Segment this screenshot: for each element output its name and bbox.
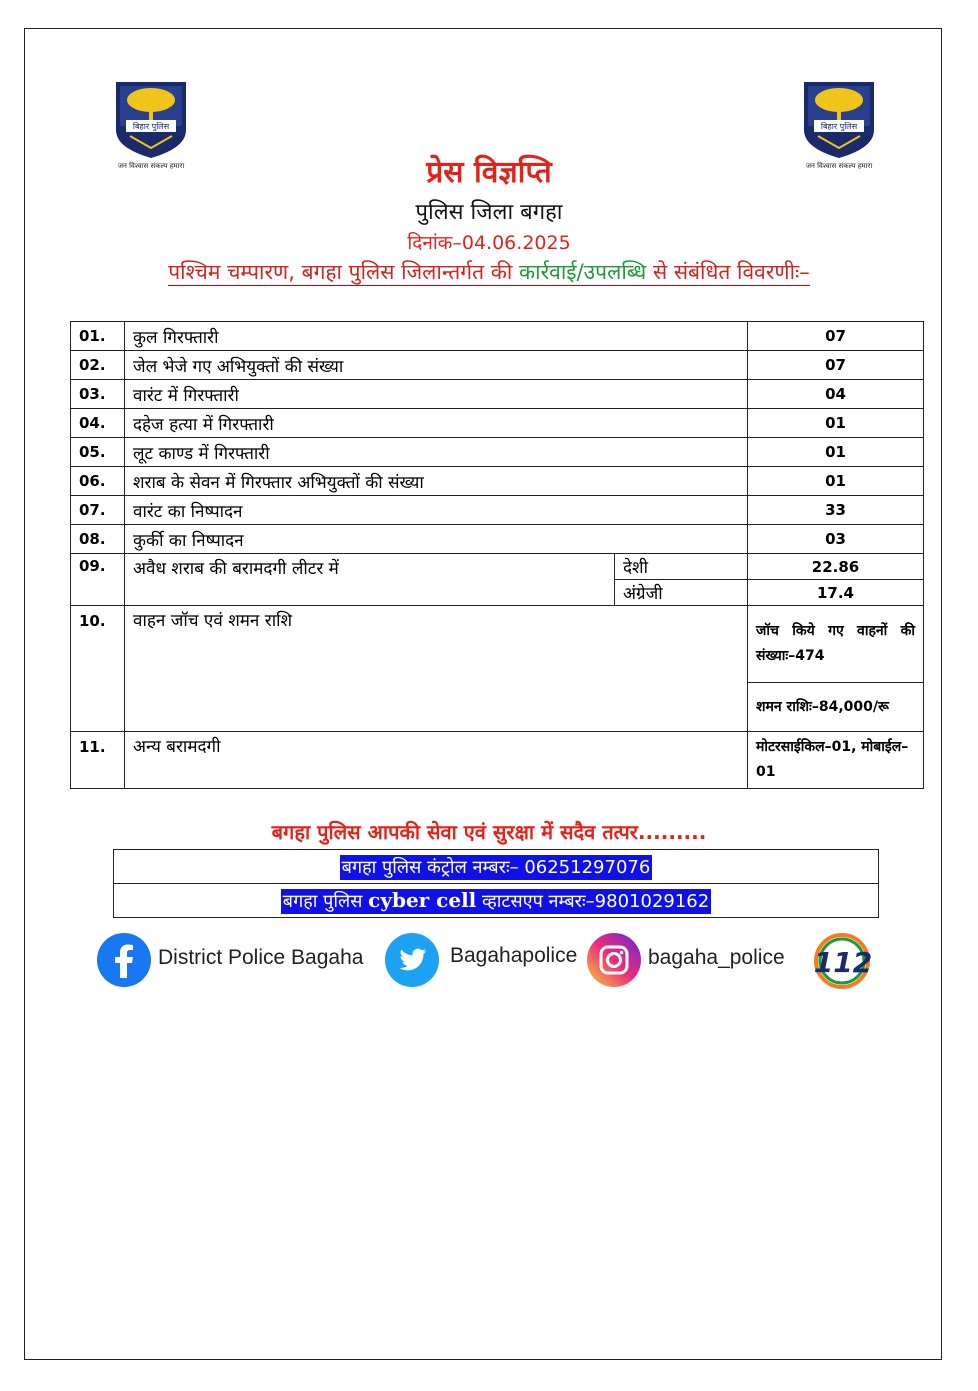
facebook-handle[interactable]: District Police Bagaha — [158, 946, 364, 969]
table-row — [71, 351, 924, 380]
row-number: 06. — [71, 467, 125, 496]
row-number: 07. — [71, 496, 125, 525]
district-name: पुलिस जिला बगहा — [415, 200, 563, 225]
row-number: 11. — [71, 732, 125, 789]
police-shield-icon — [794, 78, 884, 160]
other-recovery-value: मोटरसाईकिल–01, मोबाईल–01 — [748, 732, 924, 789]
table-row — [71, 438, 924, 467]
row-value: 07 — [748, 322, 924, 351]
row-label: शराब के सेवन में गिरफ्तार अभियुक्तों की संख्या — [125, 467, 748, 496]
twitter-icon[interactable] — [384, 932, 440, 988]
summary-heading-text: पश्चिम चम्पारण, बगहा पुलिस जिलान्तर्गत की कार्रवाई/उपलब्धि से संबंधित विवरणीः– — [168, 260, 810, 284]
logo-tagline: जन विश्वास संकल्प हमारा — [805, 162, 873, 170]
twitter-handle[interactable]: Bagahapolice — [450, 944, 578, 967]
row-number: 02. — [71, 351, 125, 380]
row-label: कुर्की का निष्पादन — [125, 525, 748, 554]
row-number: 05. — [71, 438, 125, 467]
row-label: दहेज हत्या में गिरफ्तारी — [125, 409, 748, 438]
service-tagline: बगहा पुलिस आपकी सेवा एवं सुरक्षा में सदैव तत्पर......... — [271, 820, 707, 844]
row-label: जेल भेजे गए अभियुक्तों की संख्या — [125, 351, 748, 380]
row-number: 09. — [71, 554, 125, 606]
row-value: 01 — [748, 409, 924, 438]
table-row — [71, 467, 924, 496]
statistics-table — [70, 321, 924, 789]
fine-amount-value: शमन राशिः–84,000/रू — [748, 683, 924, 732]
row-label: लूट काण्ड में गिरफ्तारी — [125, 438, 748, 467]
emergency-112-icon[interactable] — [812, 932, 872, 990]
cyber-cell-number: बगहा पुलिस cyber cell व्हाटसएप नम्बरः–9801029162 — [282, 888, 710, 912]
release-date: दिनांक–04.06.2025 — [407, 232, 571, 254]
logo-tagline: जन विश्वास संकल्प हमारा — [117, 162, 185, 170]
table-row — [71, 732, 924, 789]
table-row — [71, 606, 924, 683]
table-row — [71, 496, 924, 525]
vehicles-checked-value: जॉच किये गए वाहनों की संख्याः–474 — [748, 606, 924, 683]
row-value: 33 — [748, 496, 924, 525]
row-value: 01 — [748, 438, 924, 467]
table-row — [71, 409, 924, 438]
row-number: 04. — [71, 409, 125, 438]
table-row — [71, 525, 924, 554]
instagram-handle[interactable]: bagaha_police — [648, 946, 785, 969]
page-title: प्रेस विज्ञप्ति — [426, 155, 552, 190]
summary-heading — [0, 258, 978, 286]
liquor-foreign-value: 17.4 — [748, 580, 924, 606]
row-label: वारंट में गिरफ्तारी — [125, 380, 748, 409]
row-value: 03 — [748, 525, 924, 554]
facebook-icon[interactable] — [96, 932, 152, 988]
svg-text:बिहार पुलिस: बिहार पुलिस — [132, 122, 170, 131]
row-number: 10. — [71, 606, 125, 732]
instagram-icon[interactable] — [586, 932, 642, 988]
row-number: 03. — [71, 380, 125, 409]
liquor-foreign-label: अंग्रेजी — [615, 580, 748, 606]
row-label: कुल गिरफ्तारी — [125, 322, 748, 351]
liquor-country-value: 22.86 — [748, 554, 924, 580]
police-shield-icon — [106, 78, 196, 160]
table-row — [71, 322, 924, 351]
row-label: अवैध शराब की बरामदगी लीटर में — [125, 554, 615, 606]
control-room-cell — [114, 850, 879, 884]
row-value: 01 — [748, 467, 924, 496]
liquor-country-label: देशी — [615, 554, 748, 580]
table-row — [71, 380, 924, 409]
row-label: अन्य बरामदगी — [125, 732, 748, 789]
table-row — [71, 554, 924, 580]
row-number: 08. — [71, 525, 125, 554]
row-value: 04 — [748, 380, 924, 409]
table-row — [114, 884, 879, 918]
row-label: वारंट का निष्पादन — [125, 496, 748, 525]
row-value: 07 — [748, 351, 924, 380]
svg-text:बिहार पुलिस: बिहार पुलिस — [820, 122, 858, 131]
row-label: वाहन जॉच एवं शमन राशि — [125, 606, 748, 732]
svg-text:112: 112 — [813, 946, 872, 979]
table-row — [114, 850, 879, 884]
cyber-cell-cell — [114, 884, 879, 918]
control-room-number: बगहा पुलिस कंट्रोल नम्बरः– 06251297076 — [341, 856, 651, 878]
row-number: 01. — [71, 322, 125, 351]
contact-table — [113, 849, 879, 918]
social-links — [0, 932, 978, 988]
